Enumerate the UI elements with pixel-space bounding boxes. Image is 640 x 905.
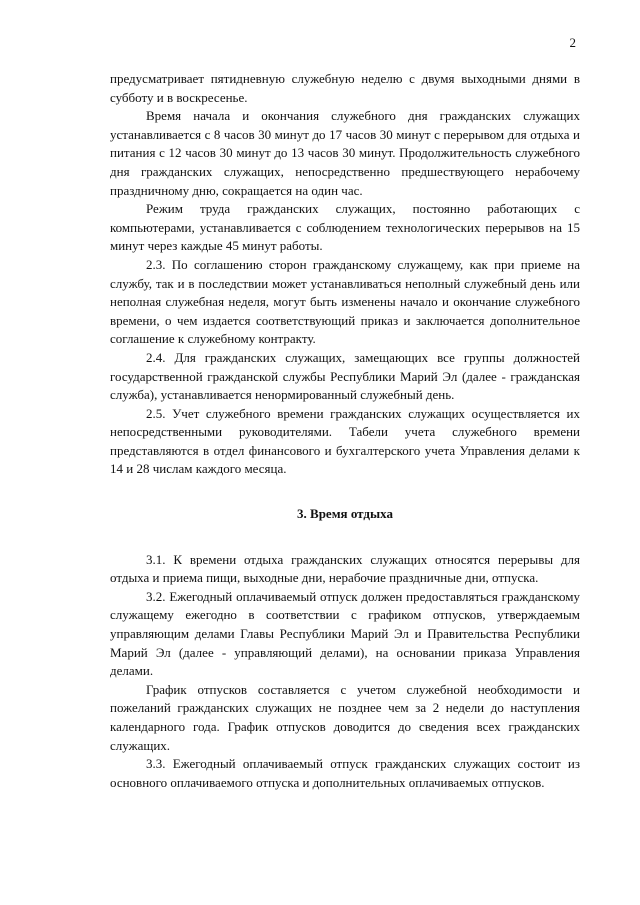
page-number: 2 xyxy=(569,35,576,50)
paragraph-work-hours: Время начала и окончания служебного дня гражданских служащих устанавливается с 8 часов 30 минут до 17 часов 30 минут с перерывом для отдыха и питания с 12 часов 30 минут до 13 часов 30 минут. Продолжительность служебного дня гражданских служащих, непосредственно предшествующего нерабочему праздничному дню, сокращается на один час. xyxy=(110,108,580,198)
paragraph-computer-work: Режим труда гражданских служащих, постоянно работающих с компьютерами, устанавливается с соблюдением технологических перерывов на 15 минут через каждые 45 минут работы. xyxy=(110,201,580,254)
section-heading-rest-time: 3. Время отдыха xyxy=(297,506,393,522)
paragraph-vacation-schedule: График отпусков составляется с учетом служебной необходимости и пожеланий гражданских служащих не позднее чем за 2 недели до наступления календарного года. График отпусков доводится до сведения всех гражданских служащих. xyxy=(110,681,580,753)
paragraph-3-1: 3.1. К времени отдыха гражданских служащих относятся перерывы для отдыха и приема пищи, выходные дни, нерабочие праздничные дни, отпуска. xyxy=(110,551,580,586)
paragraph-2-3: 2.3. По соглашению сторон гражданскому служащему, как при приеме на службу, так и в последствии может устанавливаться неполный служебный день или неполная служебная неделя, могут быть изменены начало и окончание служебного времени, о чем издается соответствующий приказ и заключается дополнительное соглашение к служебному контракту. xyxy=(110,256,580,347)
paragraph-2-4: 2.4. Для гражданских служащих, замещающих все группы должностей государственной гражданской службы Республики Марий Эл (далее - гражданская служба), устанавливается ненормированный служебный день. xyxy=(110,349,580,403)
paragraph-continuation: предусматривает пятидневную служебную неделю с двумя выходными днями в субботу и в воскресенье. xyxy=(110,71,580,105)
paragraph-3-3: 3.3. Ежегодный оплачиваемый отпуск гражданских служащих состоит из основного оплачиваемого отпуска и дополнительных оплачиваемых отпусков. xyxy=(110,756,580,790)
paragraph-3-2: 3.2. Ежегодный оплачиваемый отпуск должен предоставляться гражданскому служащему ежегодно в соответствии с графиком отпусков, утверждаемым управляющим делами Главы Республики Марий Эл и Правительства Республики Марий Эл (далее - управляющий делами), на основании приказа Управления делами. xyxy=(110,588,580,679)
document-body xyxy=(110,70,580,792)
paragraph-2-5: 2.5. Учет служебного времени гражданских служащих осуществляется их непосредственными руководителями. Табели учета служебного времени представляются в отдел финансового и бухгалтерского учета Управления делами к 14 и 28 числам каждого месяца. xyxy=(110,405,580,477)
